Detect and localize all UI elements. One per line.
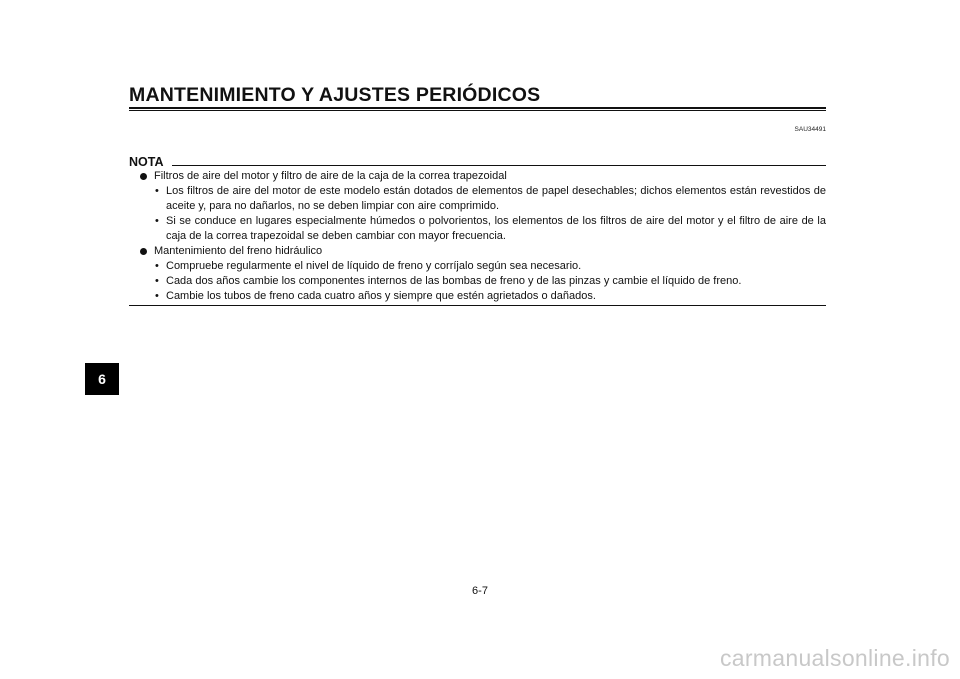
- note-topic: [129, 169, 826, 184]
- note-item-text: Cada dos años cambie los componentes internos de las bombas de freno y de las pinzas y cambie el líquido de freno.: [166, 275, 742, 287]
- chapter-tab: 6: [85, 363, 119, 395]
- page-number: 6-7: [472, 585, 488, 597]
- header-rule-thick: [129, 107, 826, 109]
- note-item-text: Compruebe regularmente el nivel de líquido de freno y corríjalo según sea necesario.: [166, 260, 582, 272]
- filled-circle-bullet-icon: [140, 248, 147, 255]
- note-item: [129, 274, 826, 289]
- note-body: [129, 169, 826, 304]
- note-item-text: Si se conduce en lugares especialmente húmedos o polvorientos, los elementos de los filtros de aire del motor y el filtro de aire de la caja de la correa trapezoidal se deben cambiar con mayor frecuencia.: [166, 215, 826, 242]
- note-item: [129, 184, 826, 214]
- bullet-icon: •: [155, 260, 159, 272]
- bullet-icon: •: [155, 275, 159, 287]
- page-title: MANTENIMIENTO Y AJUSTES PERIÓDICOS: [129, 84, 541, 106]
- note-item-text: Cambie los tubos de freno cada cuatro años y siempre que estén agrietados o dañados.: [166, 290, 596, 302]
- note-item-text: Los filtros de aire del motor de este modelo están dotados de elementos de papel desechables; dichos elementos están revestidos de aceite y, para no dañarlos, no se deben limpiar con aire comprimido.: [166, 185, 826, 212]
- bullet-icon: •: [155, 185, 159, 197]
- note-end-rule: [129, 305, 826, 306]
- note-topic-title: Mantenimiento del freno hidráulico: [154, 245, 323, 257]
- note-item: [129, 214, 826, 244]
- note-topic: [129, 244, 826, 259]
- note-item: [129, 289, 826, 304]
- watermark: carmanualsonline.info: [719, 645, 950, 671]
- bullet-icon: •: [155, 290, 159, 302]
- note-topic-title: Filtros de aire del motor y filtro de aire de la caja de la correa trapezoidal: [154, 170, 507, 182]
- bullet-icon: •: [155, 215, 159, 227]
- header-rule-thin: [129, 110, 826, 111]
- note-heading-rule: [172, 165, 826, 166]
- section-code: SAU34491: [794, 126, 826, 133]
- note-label: NOTA: [129, 155, 164, 169]
- note-item: [129, 259, 826, 274]
- filled-circle-bullet-icon: [140, 173, 147, 180]
